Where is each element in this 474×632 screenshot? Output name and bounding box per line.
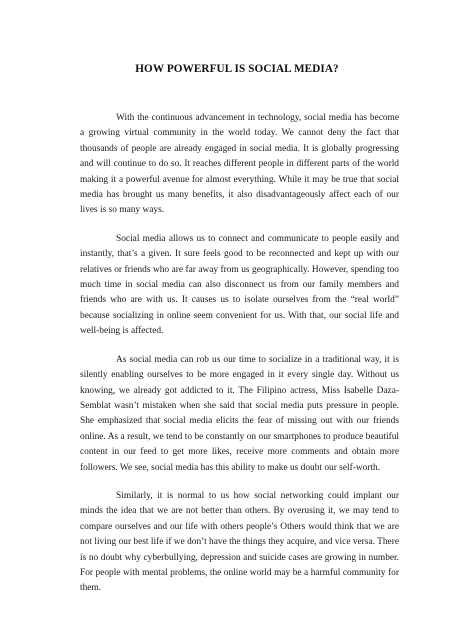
paragraph-3: As social media can rob us our time to socialize in a traditional way, it is silently enabling ourselves to be more engaged in it every single day. Without us knowing, we already got addicted to it. The Filipino actress, Miss Isabelle Daza-Semblat wasn’t mistaken when she said that social media puts pressure in people. She emphasized that social media elicits the fear of missing out with our friends online. As a result, we tend to be constantly on our smartphones to produce beautiful content in our feed to get more likes, receive more comments and obtain more followers. We see, social media has this ability to make us doubt our self-worth.	[80, 354, 399, 473]
paragraph-2: Social media allows us to connect and communicate to people easily and instantly, that’s a given. It sure feels good to be reconnected and kept up with our relatives or friends who are far away from us geographically. However, spending too much time in social media can also disconnect us from our family members and friends who are with us. It causes us to isolate ourselves from the “real world” because socializing in online seem convenient for us. With that, our social life and well-being is affected.	[80, 233, 399, 337]
paragraph-4: Similarly, it is normal to us how social networking could implant our minds the idea that we are not better than others. By overusing it, we may tend to compare ourselves and our life with others people’s Others would think that we are not living our best life if we don’t have the things they acquire, and vice versa. There is no doubt why cyberbullying, depression and suicide cases are growing in number. For people with mental problems, the online world may be a harmful community for them.	[80, 490, 399, 594]
document-body	[80, 111, 399, 597]
document-title: HOW POWERFUL IS SOCIAL MEDIA?	[135, 63, 339, 75]
paragraph-1: With the continuous advancement in technology, social media has become a growing virtual community in the world today. We cannot deny the fact that thousands of people are already engaged in social media. It is globally progressing and will continue to do so. It reaches different people in different parts of the world making it a powerful avenue for almost everything. While it may be true that social media has brought us many benefits, it also disadvantageously affect each of our lives is so many ways.	[80, 113, 399, 216]
